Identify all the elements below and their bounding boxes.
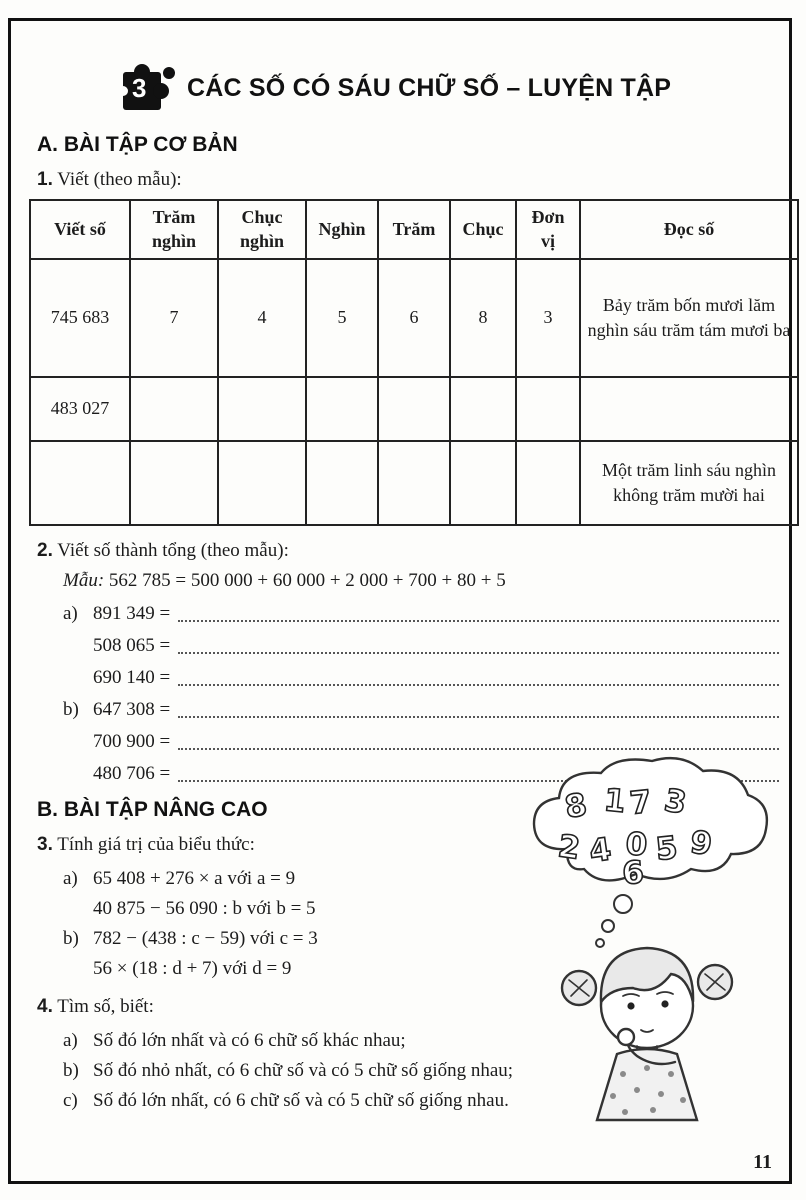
item-label: c) <box>63 1089 78 1111</box>
puzzle-piece-icon <box>115 59 177 117</box>
exercise1-lead <box>37 169 775 191</box>
table-cell: 4 <box>218 259 306 377</box>
svg-text:6: 6 <box>621 854 646 892</box>
expression-text: 40 875 − 56 090 : b với b = 5 <box>93 897 316 919</box>
thinking-girl-illustration <box>505 752 789 1134</box>
item-expression: 700 900 = <box>93 730 171 752</box>
table-cell: Một trăm linh sáu nghìn không trăm mười hai <box>580 441 798 525</box>
table-cell: 5 <box>306 259 378 377</box>
svg-text:4: 4 <box>587 831 614 870</box>
table-cell <box>130 441 218 525</box>
place-value-table <box>29 199 799 526</box>
table-cell: 3 <box>516 259 580 377</box>
page-number: 11 <box>753 1151 772 1173</box>
table-cell <box>580 377 798 441</box>
svg-text:1: 1 <box>602 782 628 821</box>
section-a-heading: A. BÀI TẬP CƠ BẢN <box>37 133 238 156</box>
col-header: Chục <box>450 200 516 259</box>
fill-in-line <box>63 664 781 692</box>
svg-text:5: 5 <box>654 829 680 868</box>
table-cell <box>516 377 580 441</box>
table-cell <box>306 377 378 441</box>
fill-in-line <box>63 600 781 628</box>
dotted-answer-line <box>178 716 779 718</box>
table-cell: Bảy trăm bốn mươi lăm nghìn sáu trăm tám mươi ba <box>580 259 798 377</box>
example-text: 562 785 = 500 000 + 60 000 + 2 000 + 700 + 80 + 5 <box>108 569 506 591</box>
exercise1-number: 1. <box>37 169 53 190</box>
fill-in-line <box>63 696 781 724</box>
col-header: Chục nghìn <box>218 200 306 259</box>
item-expression: 647 308 = <box>93 698 171 720</box>
example-label: Mẫu: <box>63 569 105 591</box>
dotted-answer-line <box>178 684 779 686</box>
lesson-number: 3 <box>132 73 147 103</box>
item-expression: 480 706 = <box>93 762 171 784</box>
exercise2-example <box>63 570 781 592</box>
item-label: a) <box>63 602 78 624</box>
table-cell <box>218 377 306 441</box>
section-b-heading: B. BÀI TẬP NÂNG CAO <box>37 797 268 821</box>
item-label <box>63 894 93 924</box>
table-cell: 483 027 <box>30 377 130 441</box>
table-cell: 6 <box>378 259 450 377</box>
col-header: Viết số <box>30 200 130 259</box>
girl-figure <box>562 948 732 1120</box>
item-label: a) <box>63 1029 78 1051</box>
table-cell <box>306 441 378 525</box>
table-cell <box>378 441 450 525</box>
dotted-answer-line <box>178 652 779 654</box>
col-header: Đơn vị <box>516 200 580 259</box>
expression-text: 65 408 + 276 × a với a = 9 <box>93 867 296 889</box>
svg-text:3: 3 <box>661 782 690 822</box>
expression-text: 56 × (18 : d + 7) với d = 9 <box>93 957 292 979</box>
table-cell: 7 <box>130 259 218 377</box>
item-expression: 891 349 = <box>93 602 171 624</box>
col-header: Trăm <box>378 200 450 259</box>
exercise4-number: 4. <box>37 995 53 1017</box>
thought-bubbles <box>596 895 632 947</box>
col-header: Đọc số <box>580 200 798 259</box>
svg-text:0: 0 <box>624 826 649 864</box>
dotted-answer-line <box>178 620 779 622</box>
exercise3-number: 3. <box>37 833 53 855</box>
svg-text:2: 2 <box>555 828 583 867</box>
fill-in-line <box>63 632 781 660</box>
item-label: a) <box>63 867 78 889</box>
exercise1-prompt: Viết (theo mẫu): <box>57 169 182 190</box>
table-cell: 8 <box>450 259 516 377</box>
col-header: Trăm nghìn <box>130 200 218 259</box>
table-cell <box>30 441 130 525</box>
item-expression: 690 140 = <box>93 666 171 688</box>
item-label <box>63 954 93 984</box>
page-header <box>29 59 775 117</box>
table-row <box>30 441 798 525</box>
exercise2-lead <box>37 540 775 562</box>
svg-text:8: 8 <box>562 786 590 826</box>
exercise2-prompt: Viết số thành tổng (theo mẫu): <box>57 539 289 561</box>
table-cell <box>218 441 306 525</box>
exercise3-prompt: Tính giá trị của biểu thức: <box>57 833 255 855</box>
item-label: b) <box>63 1059 79 1081</box>
table-header-row <box>30 200 798 259</box>
table-cell <box>130 377 218 441</box>
table-cell: 745 683 <box>30 259 130 377</box>
svg-text:9: 9 <box>687 824 715 863</box>
condition-text: Số đó lớn nhất, có 6 chữ số và có 5 chữ số giống nhau. <box>93 1089 509 1111</box>
condition-text: Số đó lớn nhất và có 6 chữ số khác nhau; <box>93 1029 406 1051</box>
col-header: Nghìn <box>306 200 378 259</box>
svg-text:7: 7 <box>628 783 654 822</box>
item-label: b) <box>63 927 79 949</box>
table-row <box>30 259 798 377</box>
table-cell <box>516 441 580 525</box>
item-expression: 508 065 = <box>93 634 171 656</box>
exercise2-number: 2. <box>37 539 53 561</box>
condition-text: Số đó nhỏ nhất, có 6 chữ số và có 5 chữ số giống nhau; <box>93 1059 514 1081</box>
table-cell <box>378 377 450 441</box>
page-title: CÁC SỐ CÓ SÁU CHỮ SỐ – LUYỆN TẬP <box>187 73 672 102</box>
exercise4-prompt: Tìm số, biết: <box>57 995 154 1017</box>
item-label: b) <box>63 698 79 720</box>
table-cell <box>450 441 516 525</box>
table-row <box>30 377 798 441</box>
table-cell <box>450 377 516 441</box>
expression-text: 782 − (438 : c − 59) với c = 3 <box>93 927 318 949</box>
dotted-answer-line <box>178 748 779 750</box>
